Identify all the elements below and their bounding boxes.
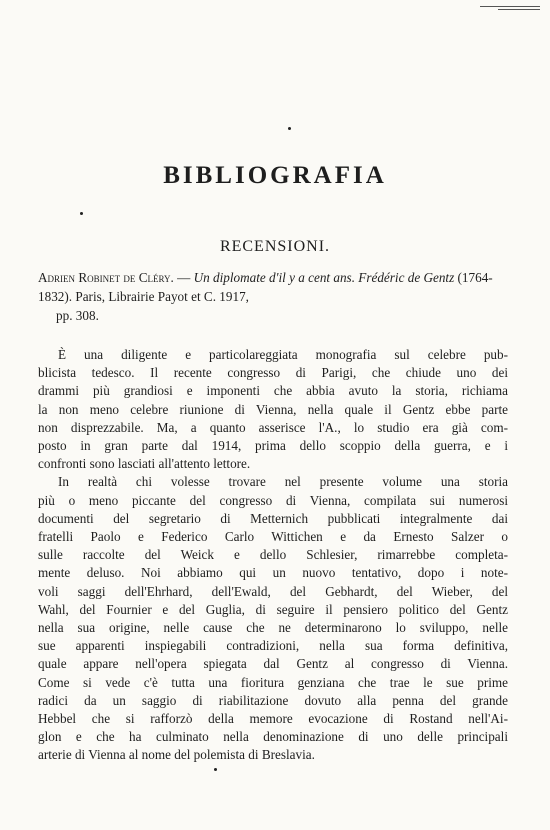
edge-mark xyxy=(480,6,540,16)
text-line: glon e che ha culminato nella denominazione di uno delle principali xyxy=(38,729,508,745)
text-line: blicista tedesco. Il recente congresso di Parigi, che chiude uno dei xyxy=(38,365,508,381)
text-line: radici da un saggio di riabilitazione dovuto alla penna del grande xyxy=(38,692,508,708)
text-line: Come si vede c'è tutta una fioritura genziana che trae le sue prime xyxy=(38,674,508,690)
text-line: arterie di Vienna al nome del polemista di Breslavia. xyxy=(38,747,315,763)
text-line: non disprezzabile. Ma, a quanto asserisce l'A., lo studio era già com- xyxy=(38,419,508,435)
text-line: documenti del segretario di Metternich pubblicati integralmente dai xyxy=(38,510,508,526)
text-line: voli saggi dell'Ehrhard, dell'Ewald, del Gebhardt, del Wieber, del xyxy=(38,583,508,599)
review-text xyxy=(38,346,508,765)
text-line: È una diligente e particolareggiata monografia sul celebre pub- xyxy=(58,347,508,362)
entry-publisher: (1764-1832). Paris, Librairie Payot et C. xyxy=(38,270,493,305)
text-line: Wahl, del Fournier e del Guglia, di seguire il pensiero politico del Gentz xyxy=(38,601,508,617)
text-line: la non meno celebre riunione di Vienna, nella quale il Gentz ebbe parte xyxy=(38,401,508,417)
text-line: quale appare nell'opera spiegata dal Gentz al congresso di Vienna. xyxy=(38,656,508,672)
text-line: più o meno piccante del congresso di Vienna, compilata sui numerosi xyxy=(38,492,508,508)
text-line: confronti sono lasciati all'attento lettore. xyxy=(38,456,251,472)
entry-dash: — xyxy=(173,270,194,285)
entry-author: Adrien Robinet de Cléry. xyxy=(38,270,174,285)
text-line: sulle raccolte del Weick e dello Schlesier, rimarrebbe completa- xyxy=(38,547,508,563)
text-line: fratelli Paolo e Federico Carlo Wittichen e da Ernesto Salzer o xyxy=(38,529,508,545)
speck-mark xyxy=(214,768,217,771)
text-line: In realtà chi volesse trovare nel presente volume una storia xyxy=(58,474,508,490)
entry-pages: pp. 308. xyxy=(56,308,99,324)
text-line: drammi più grandiosi e imponenti che abbia avuto la storia, richiama xyxy=(38,383,508,399)
text-line: posto in gran parte dal 1914, prima dello scoppio della guerra, e i xyxy=(38,438,508,454)
entry-year: 1917, xyxy=(219,289,249,305)
text-line: Hebbel che si rafforzò della memore evocazione di Rostand nell'Ai- xyxy=(38,711,508,727)
text-line: sue apparenti inspiegabili contradizioni, nella sua forma definitiva, xyxy=(38,638,508,654)
section-heading: RECENSIONI. xyxy=(219,238,331,255)
paragraph-2 xyxy=(38,473,508,764)
speck-mark xyxy=(288,127,291,130)
text-line: nella sua origine, nelle cause che ne determinarono lo sviluppo, nelle xyxy=(38,620,508,636)
page-title: BIBLIOGRAFIA xyxy=(163,162,387,189)
speck-mark xyxy=(80,212,83,215)
bibliographic-entry xyxy=(38,268,508,326)
entry-book-title: Un diplomate d'il y a cent ans. Frédéric de Gentz xyxy=(193,270,455,285)
paragraph-1 xyxy=(38,346,508,473)
text-line: mente deluso. Noi abbiamo qui un nuovo tentativo, dopo i note- xyxy=(38,565,508,581)
